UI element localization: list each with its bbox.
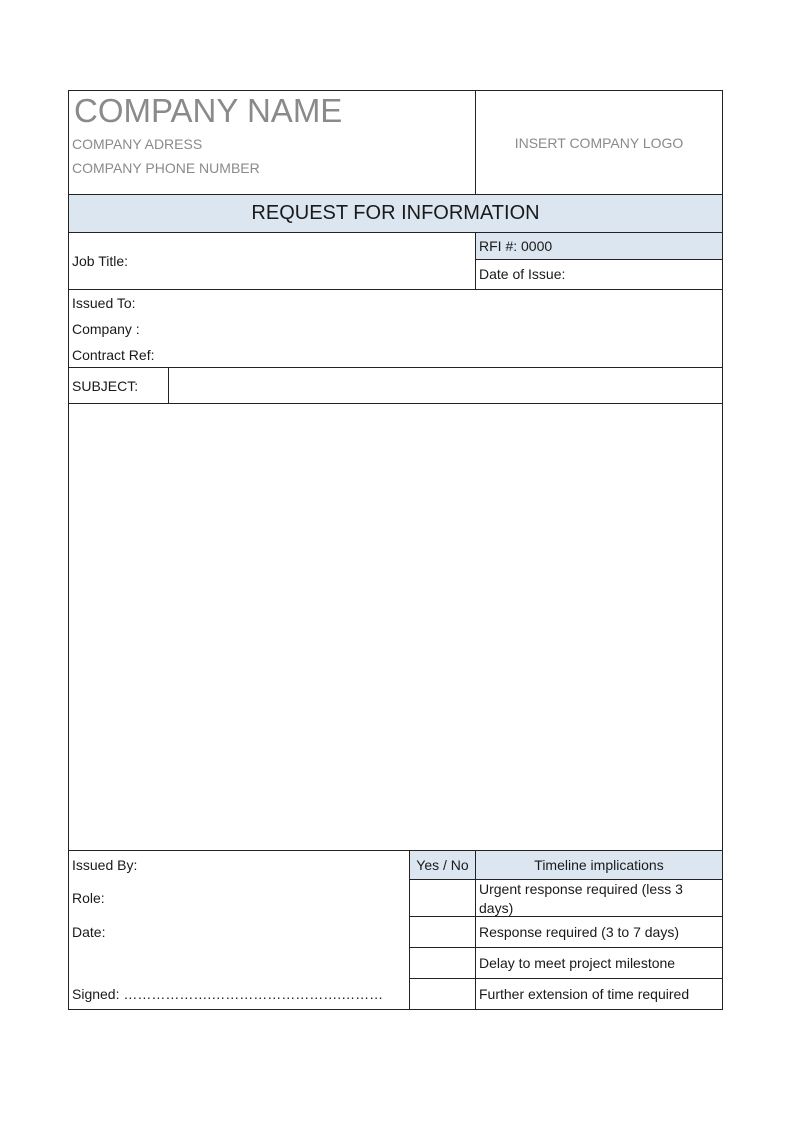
subject-label: SUBJECT: — [72, 378, 139, 394]
timeline-extension: Further extension of time required — [479, 986, 690, 1002]
issued-by-label: Issued By: — [72, 857, 138, 873]
contract-ref-label: Contract Ref: — [72, 347, 155, 363]
subject-field[interactable] — [168, 367, 723, 404]
recipient-block — [68, 289, 723, 368]
issued-to-label: Issued To: — [72, 295, 136, 311]
job-title-cell — [68, 232, 476, 290]
document-title: REQUEST FOR INFORMATION — [251, 202, 540, 224]
job-title-label: Job Title: — [72, 253, 129, 269]
timeline-urgent-line2: days) — [479, 900, 514, 916]
date-label: Date: — [72, 924, 106, 940]
request-body-area[interactable] — [68, 403, 723, 851]
company-name: COMPANY NAME — [74, 92, 343, 129]
yes-no-cell-extension[interactable] — [409, 978, 476, 1010]
signed-label: Signed: ……………….……………………….……… — [72, 986, 384, 1002]
yes-no-cell-response[interactable] — [409, 916, 476, 948]
date-of-issue-label: Date of Issue: — [479, 266, 566, 282]
timeline-urgent-line1: Urgent response required (less 3 — [479, 881, 683, 897]
role-label: Role: — [72, 890, 105, 906]
yes-no-header: Yes / No — [416, 857, 469, 873]
yes-no-cell-delay[interactable] — [409, 947, 476, 979]
yes-no-cell-urgent[interactable] — [409, 879, 476, 917]
company-address: COMPANY ADRESS — [72, 136, 203, 152]
rfi-number-label: RFI #: 0000 — [479, 238, 553, 254]
company-phone: COMPANY PHONE NUMBER — [72, 160, 260, 176]
timeline-header: Timeline implications — [534, 857, 664, 873]
company-label: Company : — [72, 321, 140, 337]
logo-placeholder: INSERT COMPANY LOGO — [514, 135, 684, 151]
timeline-delay: Delay to meet project milestone — [479, 955, 676, 971]
timeline-response: Response required (3 to 7 days) — [479, 924, 679, 940]
